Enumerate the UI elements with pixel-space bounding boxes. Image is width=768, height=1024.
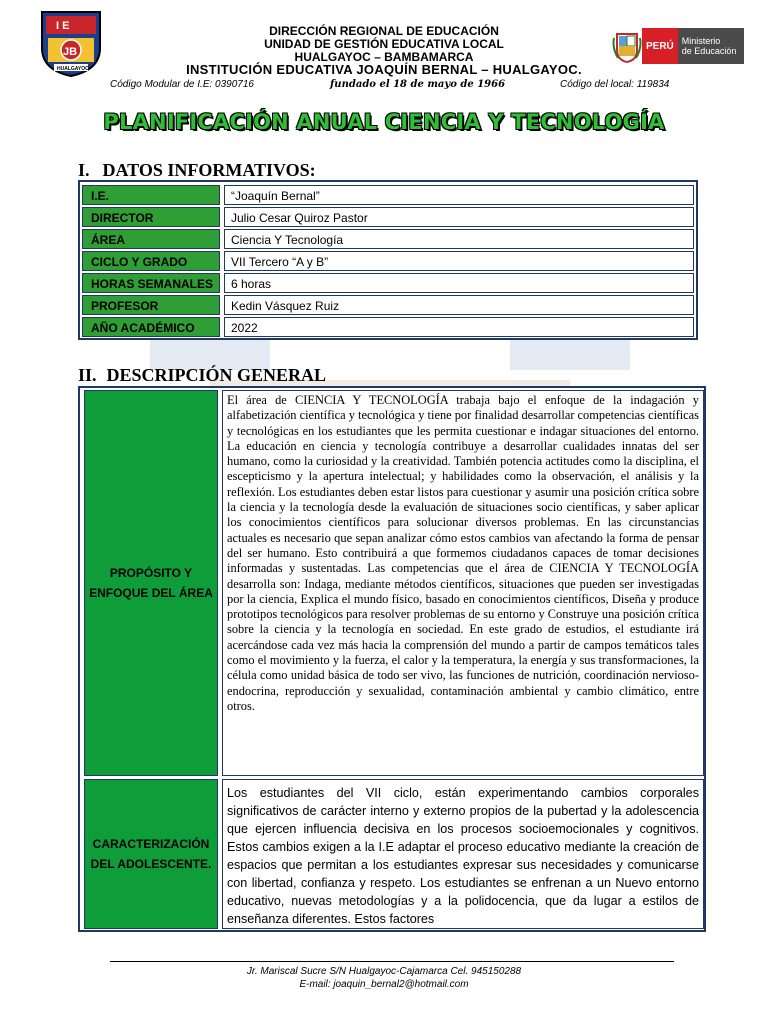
footer-email: E-mail: joaquin_bernal2@hotmail.com bbox=[299, 979, 469, 990]
section-descripcion-title bbox=[78, 365, 326, 386]
table-row bbox=[82, 229, 696, 249]
table-row bbox=[82, 317, 696, 337]
header-line-school: INSTITUCIÓN EDUCATIVA JOAQUÍN BERNAL – HUALGAYOC. bbox=[186, 62, 582, 77]
row-value: 2022 bbox=[224, 317, 694, 337]
row-text-caracterizacion: Los estudiantes del VII ciclo, están experimentando cambios corporales significativos de carácter interno y externo propios de la pubertad y la adolescencia que ejercen influencia decisiva en los procesos socioemocionales y cognitivos. Estos cambios exigen a la I.E adaptar el proceso educativo mediante la creación de espacios que permitan a los estudiantes expresar sus necesidades y comunicarse con libertad, confianza y respeto. Los estudiantes se enfrenan a un Nuevo entorno educativo, nuevas metodologías y a la polidocencia, que da lugar a estilos de enseñanza diferentes. Estos factores bbox=[222, 779, 704, 929]
section-title-text: DATOS INFORMATIVOS: bbox=[102, 160, 316, 180]
table-row bbox=[82, 295, 696, 315]
fundacion-date: fundado el 18 de mayo de 1966 bbox=[330, 79, 506, 90]
row-label: CICLO Y GRADO bbox=[82, 251, 220, 271]
table-row bbox=[82, 273, 696, 293]
row-text-proposito: El área de CIENCIA Y TECNOLOGÍA trabaja bajo el enfoque de la indagación y alfabetización científica y tecnológica y tiene por finalidad desarrollar competencias científicas y tecnológicas en los estudiantes que les permita cuestionar e indagar situaciones del entorno. La educación en ciencia y tecnología contribuye a desarrollar cualidades innatas del ser humano, como la curiosidad y la creatividad. También potencia actitudes como la disciplina, el escepticismo y la apertura intelectual; y habilidades como la observación, el análisis y la reflexión. Los estudiantes deben estar listos para cuestionar y asumir una posición crítica sobre la ciencia y la tecnología desde la evaluación de situaciones socio científicas, y saber aplicar los conocimientos científicos para solucionar diversos problemas. En las circunstancias actuales es necesario que sepan analizar cómo estos cambios van afectando la forma de pensar del ser humano. Esto contribuirá a que formemos ciudadanos capaces de tomar decisiones informadas y sustentadas. Las competencias que el área de CIENCIA Y TECNOLOGÍA desarrolla son: Indaga, mediante métodos científicos, situaciones que pueden ser investigadas por la ciencia, Explica el mundo físico, basado en conocimientos científicos, Diseña y produce prototipos tecnológicos para resolver problemas de su entorno y Construye una posición crítica sobre la ciencia y la tecnología en sociedad. En este grado de estudios, el estudiante irá acercándose cada vez más hacia la comprensión del mundo a partir de campos temáticos tales como el movimiento y la fuerza, el calor y la temperatura, la energía y sus transformaciones, la célula como unidad básica de todo ser vivo, las funciones de nutrición, coordinación nervioso-endocrina, reproducción y sexualidad, contaminación ambiental y cambio climático, entre otros. bbox=[222, 390, 704, 776]
row-value: VII Tercero “A y B” bbox=[224, 251, 694, 271]
codigo-modular: Código Modular de I.E: 0390716 bbox=[110, 79, 254, 90]
row-label: ÁREA bbox=[82, 229, 220, 249]
footer-address: Jr. Mariscal Sucre S/N Hualgayoc-Cajamarca Cel. 945150288 bbox=[246, 966, 522, 977]
table-row bbox=[82, 207, 696, 227]
row-label: I.E. bbox=[82, 185, 220, 205]
header-line-province: HUALGAYOC – BAMBAMARCA bbox=[294, 50, 474, 64]
logo-ribbon-text: HUALGAYOC bbox=[57, 66, 89, 72]
row-value: Kedin Vásquez Ruiz bbox=[224, 295, 694, 315]
table-row bbox=[82, 185, 696, 205]
header-line-dre: DIRECCIÓN REGIONAL DE EDUCACIÓN bbox=[269, 24, 499, 38]
row-value: “Joaquín Bernal” bbox=[224, 185, 694, 205]
peru-label: PERÚ bbox=[642, 28, 678, 64]
descripcion-general-table bbox=[78, 386, 706, 932]
table-row bbox=[82, 251, 696, 271]
row-value: Julio Cesar Quiroz Pastor bbox=[224, 207, 694, 227]
row-label: PROFESOR bbox=[82, 295, 220, 315]
section-datos-title bbox=[78, 160, 316, 181]
ministry-line1: Ministerio bbox=[681, 36, 721, 46]
row-label: HORAS SEMANALES bbox=[82, 273, 220, 293]
section-number: II. bbox=[78, 365, 97, 385]
logo-top-text: I E bbox=[56, 20, 70, 32]
header-line-ugel: UNIDAD DE GESTIÓN EDUCATIVA LOCAL bbox=[264, 37, 504, 51]
row-value: 6 horas bbox=[224, 273, 694, 293]
header-codes bbox=[110, 79, 680, 93]
section-title-text: DESCRIPCIÓN GENERAL bbox=[106, 365, 327, 385]
row-label: AÑO ACADÉMICO bbox=[82, 317, 220, 337]
ministry-line2: de Educación bbox=[681, 46, 737, 56]
section-number: I. bbox=[78, 160, 90, 180]
codigo-local: Código del local: 119834 bbox=[560, 79, 670, 90]
footer-divider bbox=[110, 961, 674, 962]
row-value: Ciencia Y Tecnología bbox=[224, 229, 694, 249]
logo-monogram: JB bbox=[63, 46, 78, 58]
datos-informativos-table bbox=[78, 180, 698, 340]
row-label-caracterizacion: CARACTERIZACIÓN DEL ADOLESCENTE. bbox=[84, 779, 218, 929]
page-title: PLANIFICACIÓN ANUAL CIENCIA Y TECNOLOGÍA bbox=[103, 110, 665, 134]
row-label: DIRECTOR bbox=[82, 207, 220, 227]
row-label-proposito: PROPÓSITO Y ENFOQUE DEL ÁREA bbox=[84, 390, 218, 776]
